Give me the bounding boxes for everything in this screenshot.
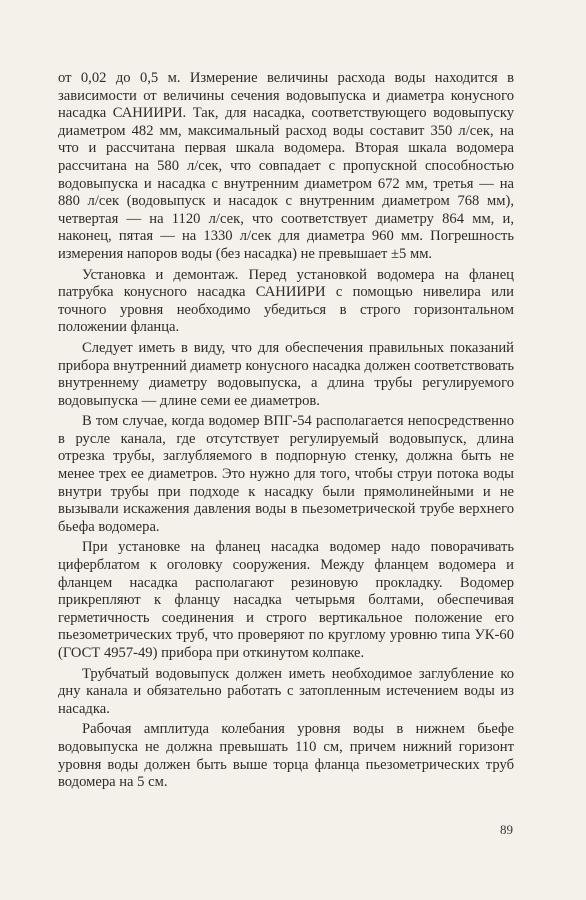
paragraph-6: Трубчатый водовыпуск должен иметь необходимое заглубление ко дну канала и обязательно работать с затопленным истечением воды из насадка. xyxy=(58,665,514,717)
paragraph-5: При установке на фланец насадка водомер надо поворачивать циферблатом к оголовку сооружения. Между фланцем водомера и фланцем насадка располагают резиновую прокладку. Водомер прикрепляют к фланцу насадка четырьмя болтами, обеспечивая герметичность соединения и строго вертикальное положение его пьезометрических труб, что проверяют по круглому уровню типа УК-60 (ГОСТ 4957-49) прибора при откинутом колпаке. xyxy=(58,539,514,661)
paragraph-7: Рабочая амплитуда колебания уровня воды в нижнем бьефе водовыпуска не должна превышать 110 см, причем нижний горизонт уровня воды должен быть выше торца фланца пьезометрических труб водомера на 5 см. xyxy=(58,721,514,791)
paragraph-2: Установка и демонтаж. Перед установкой водомера на фланец патрубка конусного насадка САНИИРИ с помощью нивелира или точного уровня необходимо убедиться в строго горизонтальном положении фланца. xyxy=(58,266,514,336)
paragraph-4: В том случае, когда водомер ВПГ-54 располагается непосредственно в русле канала, где отсутствует регулируемый водовыпуск, длина отрезка трубы, заглубляемого в подпорную стенку, должна быть не менее трех ее диаметров. Это нужно для того, чтобы струи потока воды внутри трубы при подходе к насадку были прямолинейными и не вызывали искажения давления воды в пьезометрической трубе верхнего бьефа водомера. xyxy=(58,413,514,535)
body-text xyxy=(58,70,514,792)
paragraph-1: от 0,02 до 0,5 м. Измерение величины расхода воды находится в зависимости от величины сечения водовыпуска и диаметра конусного насадка САНИИРИ. Так, для насадка, соответствующего водовыпуску диаметром 482 мм, максимальный расход воды составит 350 л/сек, на что и рассчитана первая шкала водомера. Вторая шкала водомера рассчитана на 580 л/сек, что совпадает с пропускной способностью водовыпуска и насадка с внутренним диаметром 672 мм, третья — на 880 л/сек (водовыпуск и насадок с внутренним диаметром 768 мм), четвертая — на 1120 л/сек, что соответствует диаметру 864 мм, и, наконец, пятая — на 1330 л/сек для диаметра 960 мм. Погрешность измерения напоров воды (без насадка) не превышает ±5 мм. xyxy=(58,70,514,262)
paragraph-3: Следует иметь в виду, что для обеспечения правильных показаний прибора внутренний диаметр конусного насадка должен соответствовать внутреннему диаметру водовыпуска, а длина трубы регулируемого водовыпуска — длине семи ее диаметров. xyxy=(58,339,514,409)
page-number: 89 xyxy=(500,822,513,837)
